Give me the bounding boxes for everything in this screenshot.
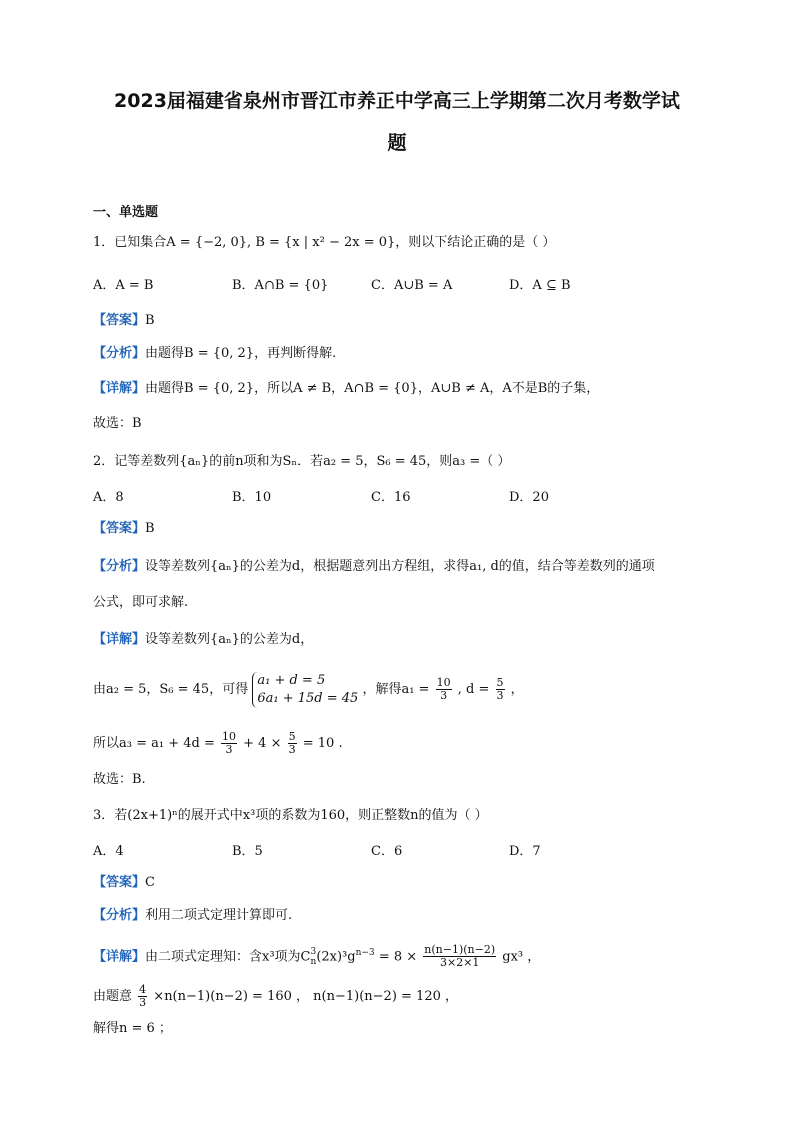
q1-analysis-line — [93, 344, 336, 364]
q2-analysis1: 设等差数列{aₙ}的公差为d，根据题意列出方程组，求得a₁, d的值，结合等差数列的通项 — [145, 559, 655, 574]
q1-option-d: D．A ⊆ B — [509, 278, 571, 293]
answer-tag: 【答案】 — [93, 875, 146, 890]
q3-option-c: C．6 — [371, 844, 403, 859]
fraction-numerator: n(n−1)(n−2) — [424, 943, 496, 957]
q1-option-c: C．A∪B = A — [371, 278, 453, 293]
q2-eq-prefix: 由a₂ = 5，S₆ = 45，可得 — [93, 682, 249, 697]
fraction-binomial — [423, 944, 496, 969]
q3-answer-line — [93, 873, 155, 893]
q2-answer: B — [145, 521, 155, 536]
q1-answer: B — [145, 313, 155, 328]
fraction-numerator: 10 — [436, 676, 451, 689]
q1-analysis: 由题得B = {0, 2}，再判断得解. — [145, 346, 337, 361]
analysis-tag: 【分析】 — [93, 559, 146, 574]
q2-conclusion: 故选：B. — [93, 772, 146, 787]
q3-detail-mid: (2x)³g — [316, 949, 356, 965]
section-heading: 一、单选题 — [93, 205, 159, 220]
q3-analysis: 利用二项式定理计算即可. — [145, 908, 293, 923]
fraction-denominator: 3 — [288, 743, 296, 756]
q2-analysis2: 公式，即可求解. — [93, 595, 189, 610]
fraction-denominator: 3 — [496, 689, 504, 702]
q2-eq-d: , d = — [457, 682, 490, 697]
document-title-line1: 2023届福建省泉州市晋江市养正中学高三上学期第二次月考数学试 — [114, 90, 680, 112]
system-row1: a₁ + d = 5 — [257, 672, 326, 688]
q1-detail-line — [93, 379, 599, 399]
detail-tag: 【详解】 — [93, 949, 146, 965]
q2-analysis-line1 — [93, 557, 655, 577]
binomial-superscript: 3 — [310, 946, 317, 957]
fraction-denominator: 3×2×1 — [439, 956, 480, 970]
q2-option-c: C．16 — [371, 490, 411, 505]
q3-analysis-line — [93, 906, 292, 926]
fraction-calc1 — [221, 731, 237, 756]
q3-equation-line — [93, 980, 458, 1014]
q3-stem: 3．若(2x+1)ⁿ的展开式中x³项的系数为160，则正整数n的值为（ ） — [93, 808, 488, 823]
fraction-numerator: 5 — [496, 676, 504, 689]
q3-detail-line — [93, 936, 540, 974]
fraction-four-thirds — [138, 984, 147, 1009]
q2-equation-line — [93, 670, 524, 710]
q3-detail-end: gx³ ， — [502, 949, 541, 965]
fraction-denominator: 3 — [139, 996, 147, 1009]
q1-option-a: A．A = B — [93, 278, 154, 293]
analysis-tag: 【分析】 — [93, 908, 146, 923]
q3-option-d: D．7 — [509, 844, 541, 859]
q3-detail-eq: = 8 × — [378, 949, 418, 965]
q1-detail: 由题得B = {0, 2}，所以A ≠ B，A∩B = {0}，A∪B ≠ A，A不是B的子集， — [145, 381, 600, 396]
q1-option-b: B．A∩B = {0} — [232, 278, 329, 293]
q2-detail: 设等差数列{aₙ}的公差为d， — [145, 632, 314, 647]
q3-option-b: B．5 — [232, 844, 263, 859]
detail-tag: 【详解】 — [93, 381, 146, 396]
q3-answer: C — [145, 875, 155, 890]
q2-option-b: B．10 — [232, 490, 272, 505]
q2-stem: 2．记等差数列{aₙ}的前n项和为Sₙ．若a₂ = 5，S₆ = 45，则a₃ =（ ） — [93, 454, 511, 469]
q3-detail-prefix: 由二项式定理知：含x³项为C — [145, 949, 311, 965]
fraction-numerator: 4 — [139, 983, 147, 996]
fraction-calc2 — [288, 731, 297, 756]
q2-calc-end: = 10 . — [302, 736, 343, 751]
equation-system — [252, 672, 358, 708]
q1-stem: 1．已知集合A = {−2, 0}, B = {x | x² − 2x = 0}，则以下结论正确的是（ ） — [93, 235, 556, 250]
q2-detail-line — [93, 630, 313, 650]
q1-conclusion: 故选：B — [93, 416, 142, 431]
detail-tag: 【详解】 — [93, 632, 146, 647]
q3-detail-exponent: n−3 — [355, 948, 375, 958]
q2-option-a: A．8 — [93, 490, 124, 505]
fraction-denominator: 3 — [225, 743, 233, 756]
fraction-d — [496, 677, 505, 702]
analysis-tag: 【分析】 — [93, 346, 146, 361]
q2-answer-line — [93, 519, 155, 539]
fraction-a1 — [436, 677, 452, 702]
q3-eq-prefix: 由题意 — [93, 989, 133, 1004]
answer-tag: 【答案】 — [93, 521, 146, 536]
q2-eq-end: ， — [510, 682, 524, 697]
q2-calc-prefix: 所以a₃ = a₁ + 4d = — [93, 736, 215, 751]
q3-solve: 解得n = 6 ； — [93, 1021, 172, 1036]
q2-eq-mid: ，解得a₁ = — [362, 682, 430, 697]
fraction-numerator: 10 — [222, 730, 236, 743]
system-row2: 6a₁ + 15d = 45 — [257, 690, 359, 706]
fraction-numerator: 5 — [288, 730, 296, 743]
fraction-denominator: 3 — [440, 689, 448, 702]
binomial-subscript: n — [310, 956, 317, 967]
q1-answer-line — [93, 311, 155, 331]
document-title-line2: 题 — [387, 132, 407, 154]
answer-tag: 【答案】 — [93, 313, 146, 328]
q3-option-a: A．4 — [93, 844, 124, 859]
q2-calc-line — [93, 727, 343, 761]
q2-option-d: D．20 — [509, 490, 549, 505]
q3-eq-rest: ×n(n−1)(n−2) = 160 ， n(n−1)(n−2) = 120 ， — [153, 989, 458, 1004]
q2-calc-mid: + 4 × — [243, 736, 282, 751]
